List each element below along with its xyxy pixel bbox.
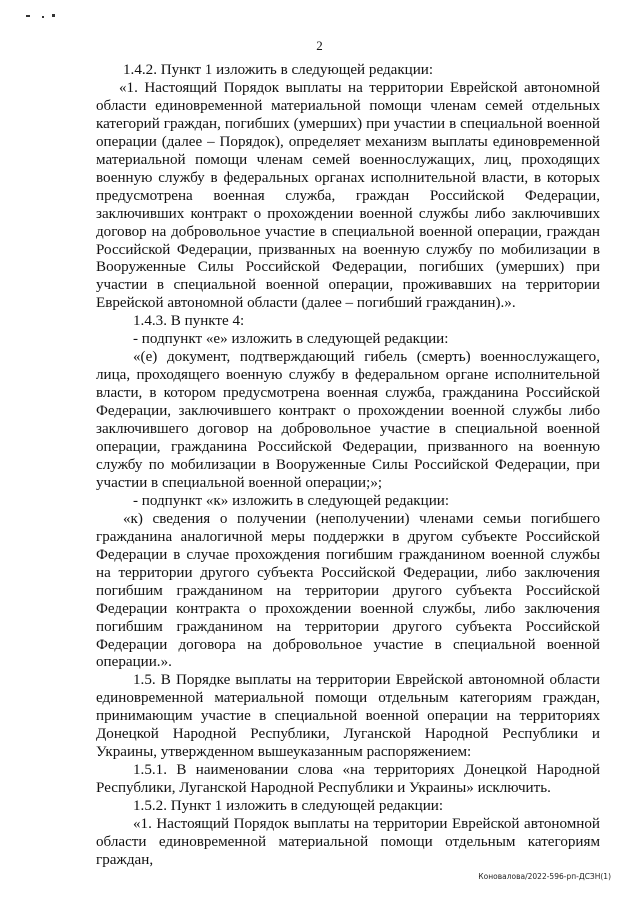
paragraph: «1. Настоящий Порядок выплаты на территории Еврейской автономной области единовременной материальной помощи членам семей отдельных категорий граждан, погибших (умерших) при участии в специальной военной операции (далее – Порядок), определяет механизм выплаты единовременной материальной помощи членам семей военнослужащих, лиц, проходящих военную службу в федеральных органах исполнительной власти, в которых предусмотрена военная служба, граждан Российской Федерации, заключивших контракт о прохождении военной службы либо заключивших договор на добровольное участие в специальной военной операции, граждан Российской Федерации, призванных на военную службу по мобилизации в Вооруженные Силы Российской Федерации, погибших (умерших) при участии в специальной военной операции, проживавших на территории Еврейской автономной области (далее – погибший гражданин).».: [96, 79, 600, 312]
paragraph: - подпункт «к» изложить в следующей редакции:: [133, 492, 450, 509]
paragraph: - подпункт «е» изложить в следующей редакции:: [133, 331, 449, 348]
document-footer-id: Коновалова/2022-596-рп-ДСЗН(1): [478, 872, 611, 881]
paragraph: «(е) документ, подтверждающий гибель (смерть) военнослужащего, лица, проходящего военную службу в федеральном органе исполнительной власти, в котором предусмотрена военная служба, гражданина Российской Федерации, заключившего контракт о прохождении военной службы либо заключившего договор на добровольное участие в специальной военной операции, гражданина Российской Федерации, призванного на военную службу по мобилизации в Вооруженные Силы Российской Федерации, при участии в специальной военной операции;»;: [96, 349, 600, 491]
scan-speck: [26, 15, 30, 17]
paragraph: «1. Настоящий Порядок выплаты на территории Еврейской автономной области единовременной материальной помощи отдельным категориям граждан,: [96, 816, 600, 868]
paragraph: 1.4.2. Пункт 1 изложить в следующей редакции:: [123, 62, 434, 78]
paragraph: 1.5.1. В наименовании слова «на территориях Донецкой Народной Республики, Луганской Народной Республики и Украины» исключить.: [96, 762, 600, 797]
scan-speck: [42, 16, 44, 18]
paragraph: «к) сведения о получении (неполучении) членами семьи погибшего гражданина аналогичной меры поддержки в другом субъекте Российской Федерации в случае прохождения погибшим гражданином военной службы на территории другого субъекта Российской Федерации, либо заключения погибшим гражданином на территории другого субъекта Российской Федерации контракта о прохождении военной службы, либо заключения погибшим гражданином на территории другого субъекта Российской Федерации договора на добровольное участие в специальной военной операции.».: [96, 510, 600, 671]
scan-speck: [52, 14, 55, 17]
page-number: 2: [316, 38, 323, 53]
paragraph: 1.4.3. В пункте 4:: [133, 313, 245, 330]
document-body: [96, 62, 600, 870]
paragraph: 1.5.2. Пункт 1 изложить в следующей редакции:: [133, 798, 444, 815]
paragraph: 1.5. В Порядке выплаты на территории Еврейской автономной области единовременной материальной помощи отдельным категориям граждан, принимающим участие в специальной военной операции на территориях Донецкой Народной Республики, Луганской Народной Республики и Украины, утвержденном вышеуказанным распоряжением:: [96, 672, 600, 761]
